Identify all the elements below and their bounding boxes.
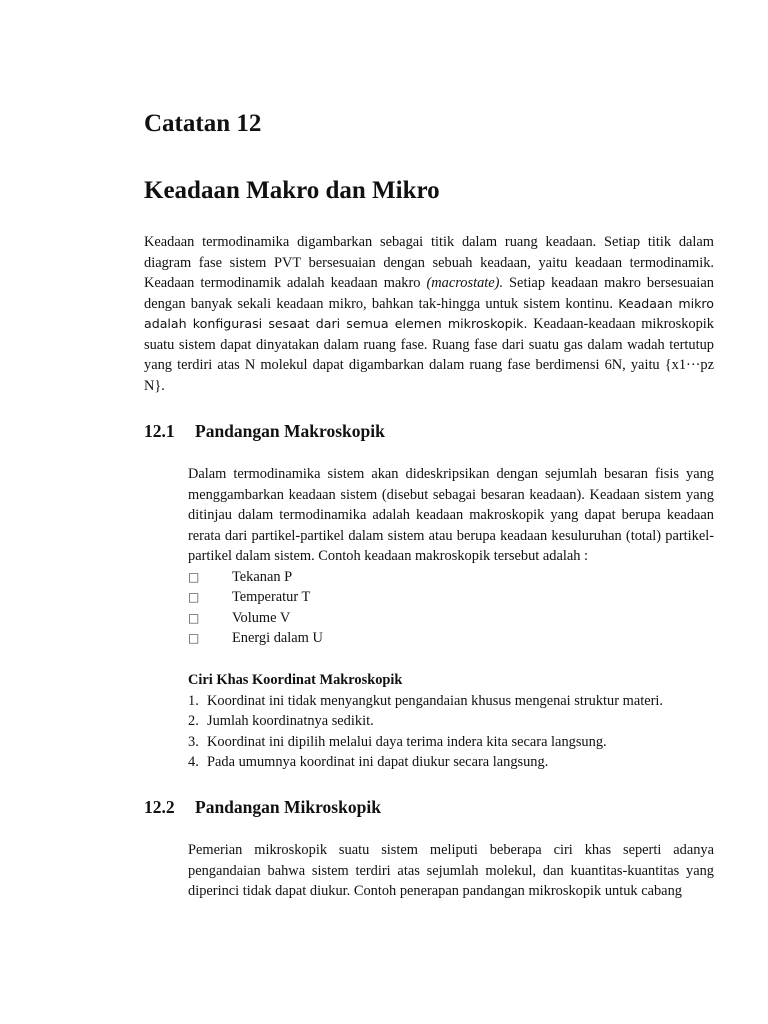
intro-microstate-definition: Keadaan mikro adalah konfigurasi sesaat dari semua elemen mikroskopik. [144,295,714,331]
checkbox-icon: □ [188,631,200,645]
criteria-heading: Ciri Khas Koordinat Makroskopik [188,672,403,688]
list-item: □ Tekanan P [188,567,714,588]
section-2-body [188,840,714,902]
section-1-body [188,464,714,649]
chapter-label: Catatan 12 [144,110,262,137]
checkbox-icon: □ [188,610,200,625]
list-item: 1. Koordinat ini tidak menyangkut pengandaian khusus mengenai struktur materi. [188,692,663,709]
intro-italic-term: (macrostate). [426,275,504,291]
section-2-heading [144,797,381,818]
section-1-title: Pandangan Makroskopik [195,421,385,441]
list-item: □ Volume V [188,608,714,629]
section-2-title: Pandangan Mikroskopik [195,797,381,817]
checkbox-icon: □ [188,590,200,604]
intro-text-2: Setiap keadaan makro bersesuaian dengan banyak sekali keadaan mikro, bahkan tak-hingga untuk sistem kontinu. [144,275,715,312]
macroscopic-quantity-list [188,567,714,649]
list-item: 3. Koordinat ini dipilih melalui daya terima indera kita secara langsung. [188,733,607,750]
list-item: 4. Pada umumnya koordinat ini dapat diukur secara langsung. [188,754,549,770]
section-1-paragraph: Dalam termodinamika sistem akan dideskripsikan dengan sejumlah besaran fisis yang menggambarkan keadaan sistem (disebut sebagai besaran keadaan). Keadaan sistem yang ditinjau dalam termodinamika adalah keadaan makroskopik yang dapat berupa keadaan rerata dari partikel-partikel dalam sistem atau berupa keadaan kesuluruhan (total) partikel-partikel dalam sistem. Contoh keadaan makroskopik tersebut adalah : [188,466,714,564]
chapter-title: Keadaan Makro dan Mikro [144,177,440,204]
section-2-number: 12.2 [144,797,175,817]
checkbox-icon: □ [188,569,200,584]
section-2-paragraph: Pemerian mikroskopik suatu sistem meliputi beberapa ciri khas seperti adanya pengandaian bahwa sistem terdiri atas sejumlah molekul, dan kuantitas-kuantitas yang diperinci tidak dapat diukur. Contoh penerapan pandangan mikroskopik untuk cabang [188,842,714,899]
list-item: □ Energi dalam U [188,628,714,649]
section-1-heading [144,421,385,442]
list-item: □ Temperatur T [188,587,714,608]
intro-text-1: Keadaan termodinamika digambarkan sebagai titik dalam ruang keadaan. Setiap titik dalam diagram fase sistem PVT bersesuaian dengan sebuah keadaan, yaitu keadaan termodinamik. Keadaan termodinamik adalah keadaan makro [144,234,714,291]
section-1-number: 12.1 [144,421,175,441]
criteria-block [188,670,714,773]
intro-paragraph [144,232,714,396]
intro-text-3: Keadaan-keadaan mikroskopik suatu sistem dapat dinyatakan dalam ruang fase. Ruang fase dari suatu gas dalam wadah tertutup yang terdiri atas N molekul dapat digambarkan dalam ruang fase berdimensi 6N, yaitu {x1···pz N}. [144,316,714,394]
criteria-list [188,691,714,773]
list-item: 2. Jumlah koordinatnya sedikit. [188,713,374,729]
